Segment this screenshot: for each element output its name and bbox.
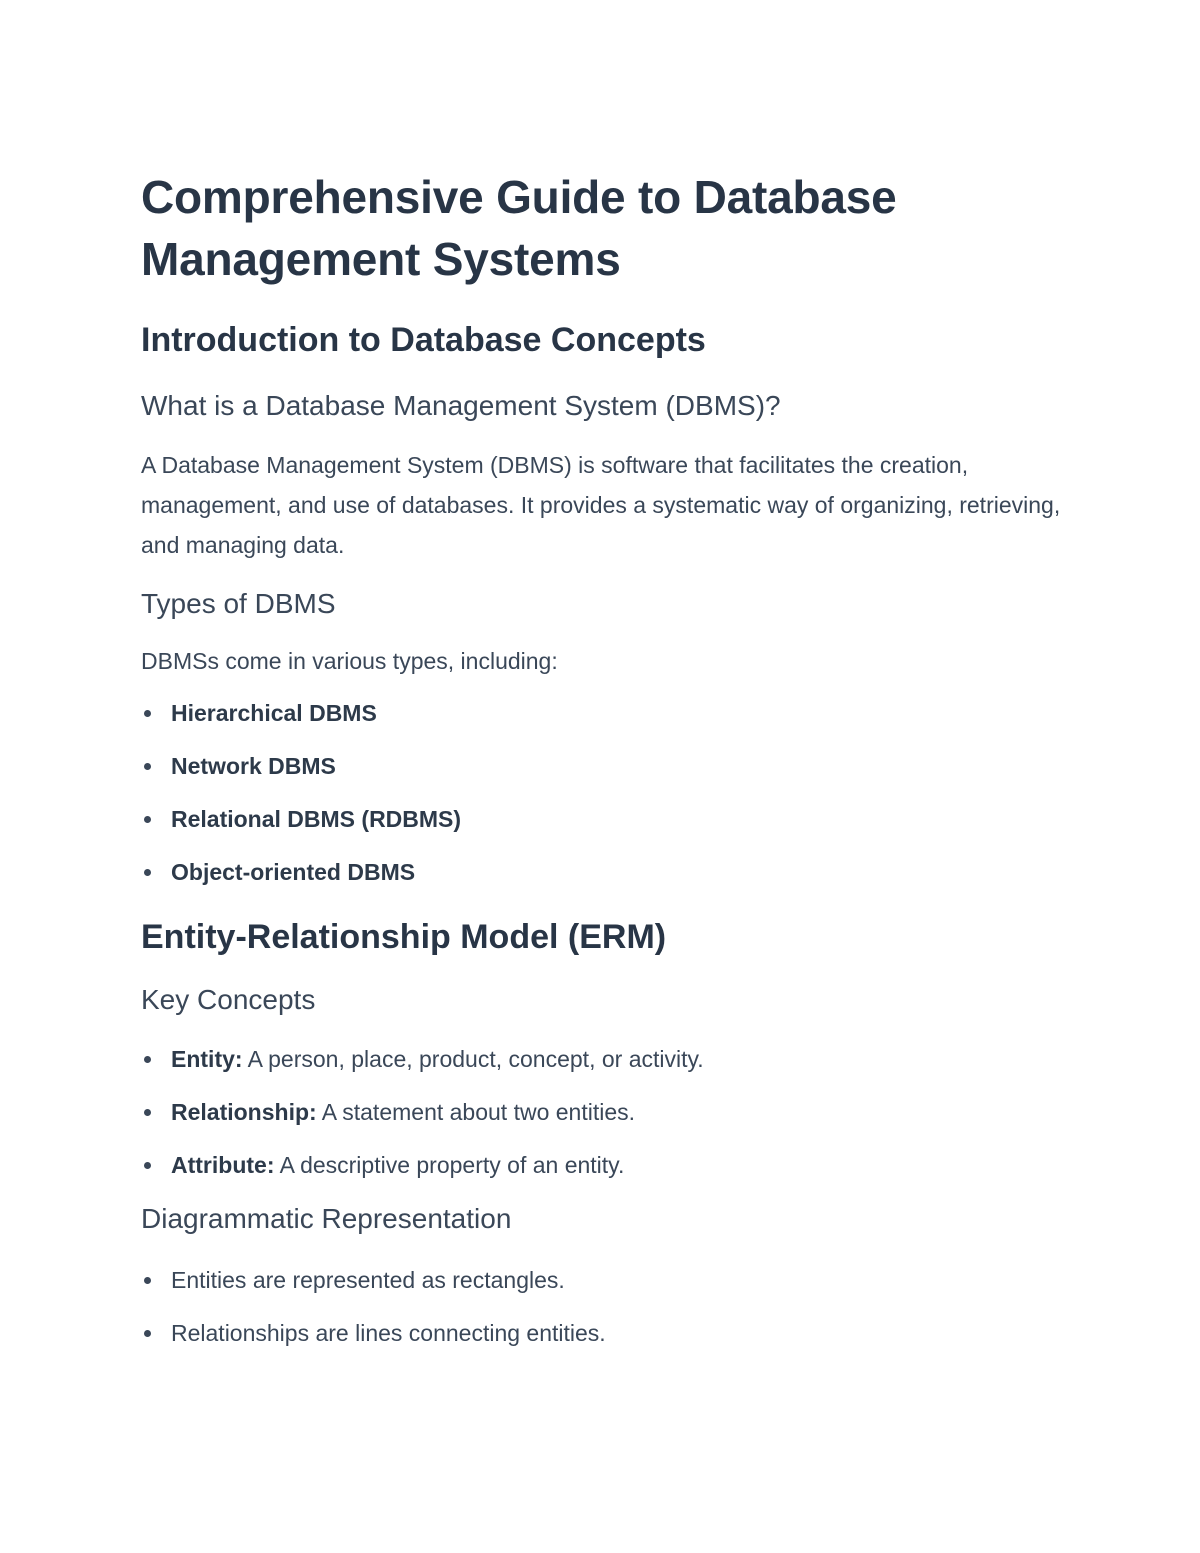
list-item (141, 1147, 1061, 1200)
key-concepts-list (141, 1041, 1061, 1200)
list-item (141, 1094, 1061, 1147)
list-item-text: Relationships are lines connecting entities. (171, 1320, 606, 1346)
list-item (141, 801, 1061, 854)
list-item (141, 1315, 1061, 1368)
list-item (141, 854, 1061, 907)
term-label: Entity: (171, 1046, 243, 1072)
list-item (141, 748, 1061, 801)
subsection-heading-types: Types of DBMS (141, 588, 336, 619)
term-definition: A descriptive property of an entity. (274, 1152, 625, 1178)
diagrammatic-list (141, 1262, 1061, 1368)
section-heading-intro: Introduction to Database Concepts (141, 321, 706, 359)
list-item (141, 1041, 1061, 1094)
list-item (141, 1262, 1061, 1315)
list-item-label: Object-oriented DBMS (171, 859, 416, 885)
subsection-heading-key-concepts: Key Concepts (141, 984, 316, 1015)
list-item-label: Hierarchical DBMS (171, 700, 377, 726)
term-definition: A statement about two entities. (316, 1099, 636, 1125)
term-definition: A person, place, product, concept, or activity. (242, 1046, 704, 1072)
term-label: Relationship: (171, 1099, 317, 1125)
list-item-text: Entities are represented as rectangles. (171, 1267, 565, 1293)
list-item-label: Relational DBMS (RDBMS) (171, 806, 462, 832)
page-title: Comprehensive Guide to Database Management Systems (141, 171, 897, 285)
paragraph-types-intro: DBMSs come in various types, including: (141, 648, 558, 674)
subsection-heading-diagrammatic: Diagrammatic Representation (141, 1203, 512, 1234)
subsection-heading-what-is-dbms: What is a Database Management System (DBMS)? (141, 390, 781, 421)
types-list (141, 695, 1061, 907)
document-page (141, 160, 1061, 1368)
list-item-label: Network DBMS (171, 753, 336, 779)
term-label: Attribute: (171, 1152, 275, 1178)
list-item (141, 695, 1061, 748)
paragraph-dbms-definition: A Database Management System (DBMS) is software that facilitates the creation, management, and use of databases. It provides a systematic way of organizing, retrieving, and managing data. (141, 452, 1061, 558)
section-heading-erm: Entity-Relationship Model (ERM) (141, 918, 667, 956)
